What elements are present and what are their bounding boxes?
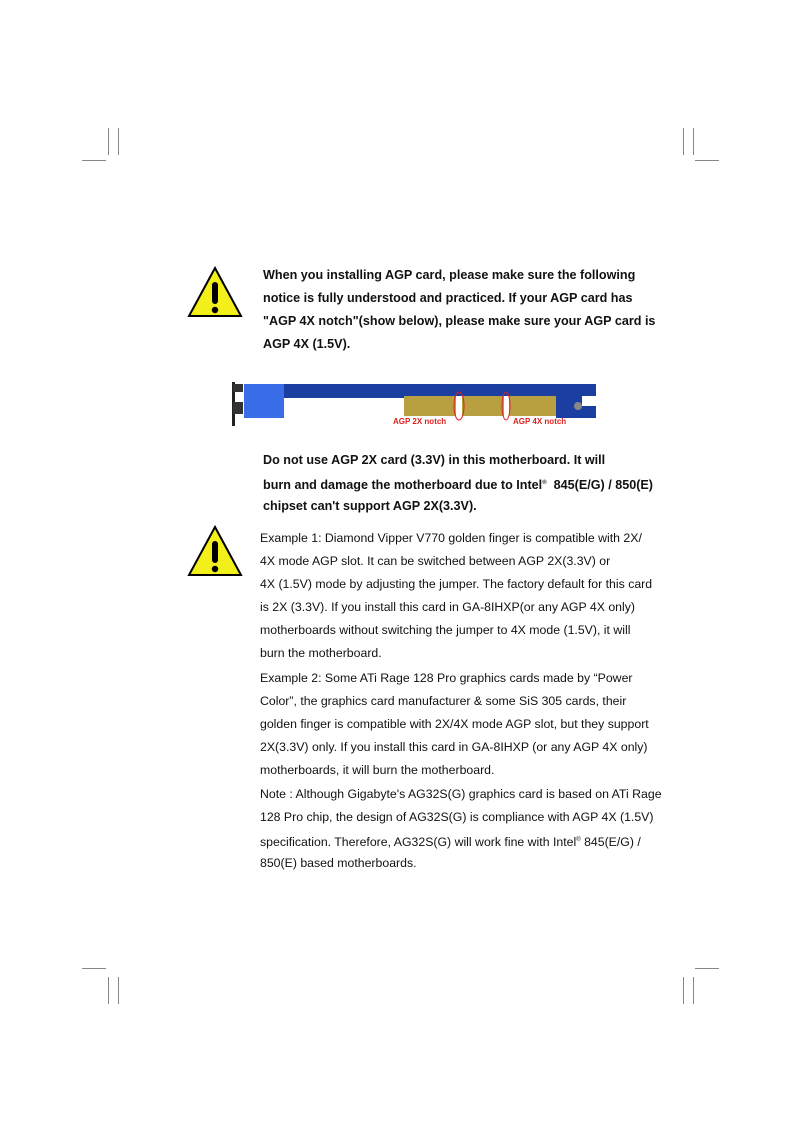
- warning-line: [263, 472, 654, 495]
- example-line: Example 2: Some ATi Rage 128 Pro graphics cards made by “Power: [260, 671, 633, 685]
- crop-mark: [82, 968, 106, 969]
- note-line: [260, 829, 641, 852]
- example-line: burn the motherboard.: [260, 646, 382, 660]
- warning-icon: [187, 266, 243, 318]
- example-line: motherboards, it will burn the motherboard.: [260, 763, 495, 777]
- warning-icon: [187, 525, 243, 577]
- example-1: [260, 527, 653, 665]
- example-line: 4X (1.5V) mode by adjusting the jumper. The factory default for this card: [260, 577, 653, 591]
- agp-2x-notch-label: AGP 2X notch: [393, 417, 447, 426]
- example-line: is 2X (3.3V). If you install this card in GA-8IHXP(or any AGP 4X only): [260, 600, 635, 614]
- agp-4x-notch-label: AGP 4X notch: [513, 417, 567, 426]
- registered-mark: ®: [576, 837, 581, 843]
- crop-mark: [695, 968, 719, 969]
- crop-mark: [108, 128, 109, 155]
- warning-text: 845(E/G) / 850(E): [553, 478, 654, 493]
- notice-line: AGP 4X (1.5V).: [263, 337, 351, 351]
- note-line: Note : Although Gigabyte's AG32S(G) graphics card is based on ATi Rage: [260, 787, 662, 801]
- crop-mark: [683, 977, 684, 1004]
- crop-mark: [108, 977, 109, 1004]
- crop-mark: [695, 160, 719, 161]
- crop-mark: [118, 977, 119, 1004]
- agp-2x-warning: [263, 449, 654, 518]
- registered-mark: ®: [542, 480, 547, 486]
- example-2: [260, 667, 649, 782]
- crop-mark: [693, 128, 694, 155]
- agp-notice: [263, 264, 656, 356]
- example-line: Color”, the graphics card manufacturer & some SiS 305 cards, their: [260, 694, 627, 708]
- crop-mark: [693, 977, 694, 1004]
- notice-line: notice is fully understood and practiced. If your AGP card has: [263, 291, 633, 305]
- example-line: Example 1: Diamond Vipper V770 golden finger is compatible with 2X/: [260, 531, 642, 545]
- note-line: 128 Pro chip, the design of AG32S(G) is compliance with AGP 4X (1.5V): [260, 810, 654, 824]
- note-line: 850(E) based motherboards.: [260, 856, 417, 870]
- example-line: golden finger is compatible with 2X/4X mode AGP slot, but they support: [260, 717, 649, 731]
- note-text: specification. Therefore, AG32S(G) will work fine with Intel: [260, 835, 577, 850]
- warning-line: Do not use AGP 2X card (3.3V) in this motherboard. It will: [263, 453, 606, 467]
- notice-line: "AGP 4X notch"(show below), please make sure your AGP card is: [263, 314, 656, 328]
- example-line: 2X(3.3V) only. If you install this card in GA-8IHXP (or any AGP 4X only): [260, 740, 648, 754]
- example-line: motherboards without switching the jumper to 4X mode (1.5V), it will: [260, 623, 631, 637]
- crop-mark: [82, 160, 106, 161]
- warning-text: burn and damage the motherboard due to Intel: [263, 478, 543, 493]
- warning-line: chipset can't support AGP 2X(3.3V).: [263, 499, 477, 513]
- example-line: 4X mode AGP slot. It can be switched between AGP 2X(3.3V) or: [260, 554, 611, 568]
- notice-line: When you installing AGP card, please make sure the following: [263, 268, 636, 282]
- crop-mark: [683, 128, 684, 155]
- note-text: 845(E/G) /: [584, 835, 641, 850]
- crop-mark: [118, 128, 119, 155]
- note: [260, 783, 662, 875]
